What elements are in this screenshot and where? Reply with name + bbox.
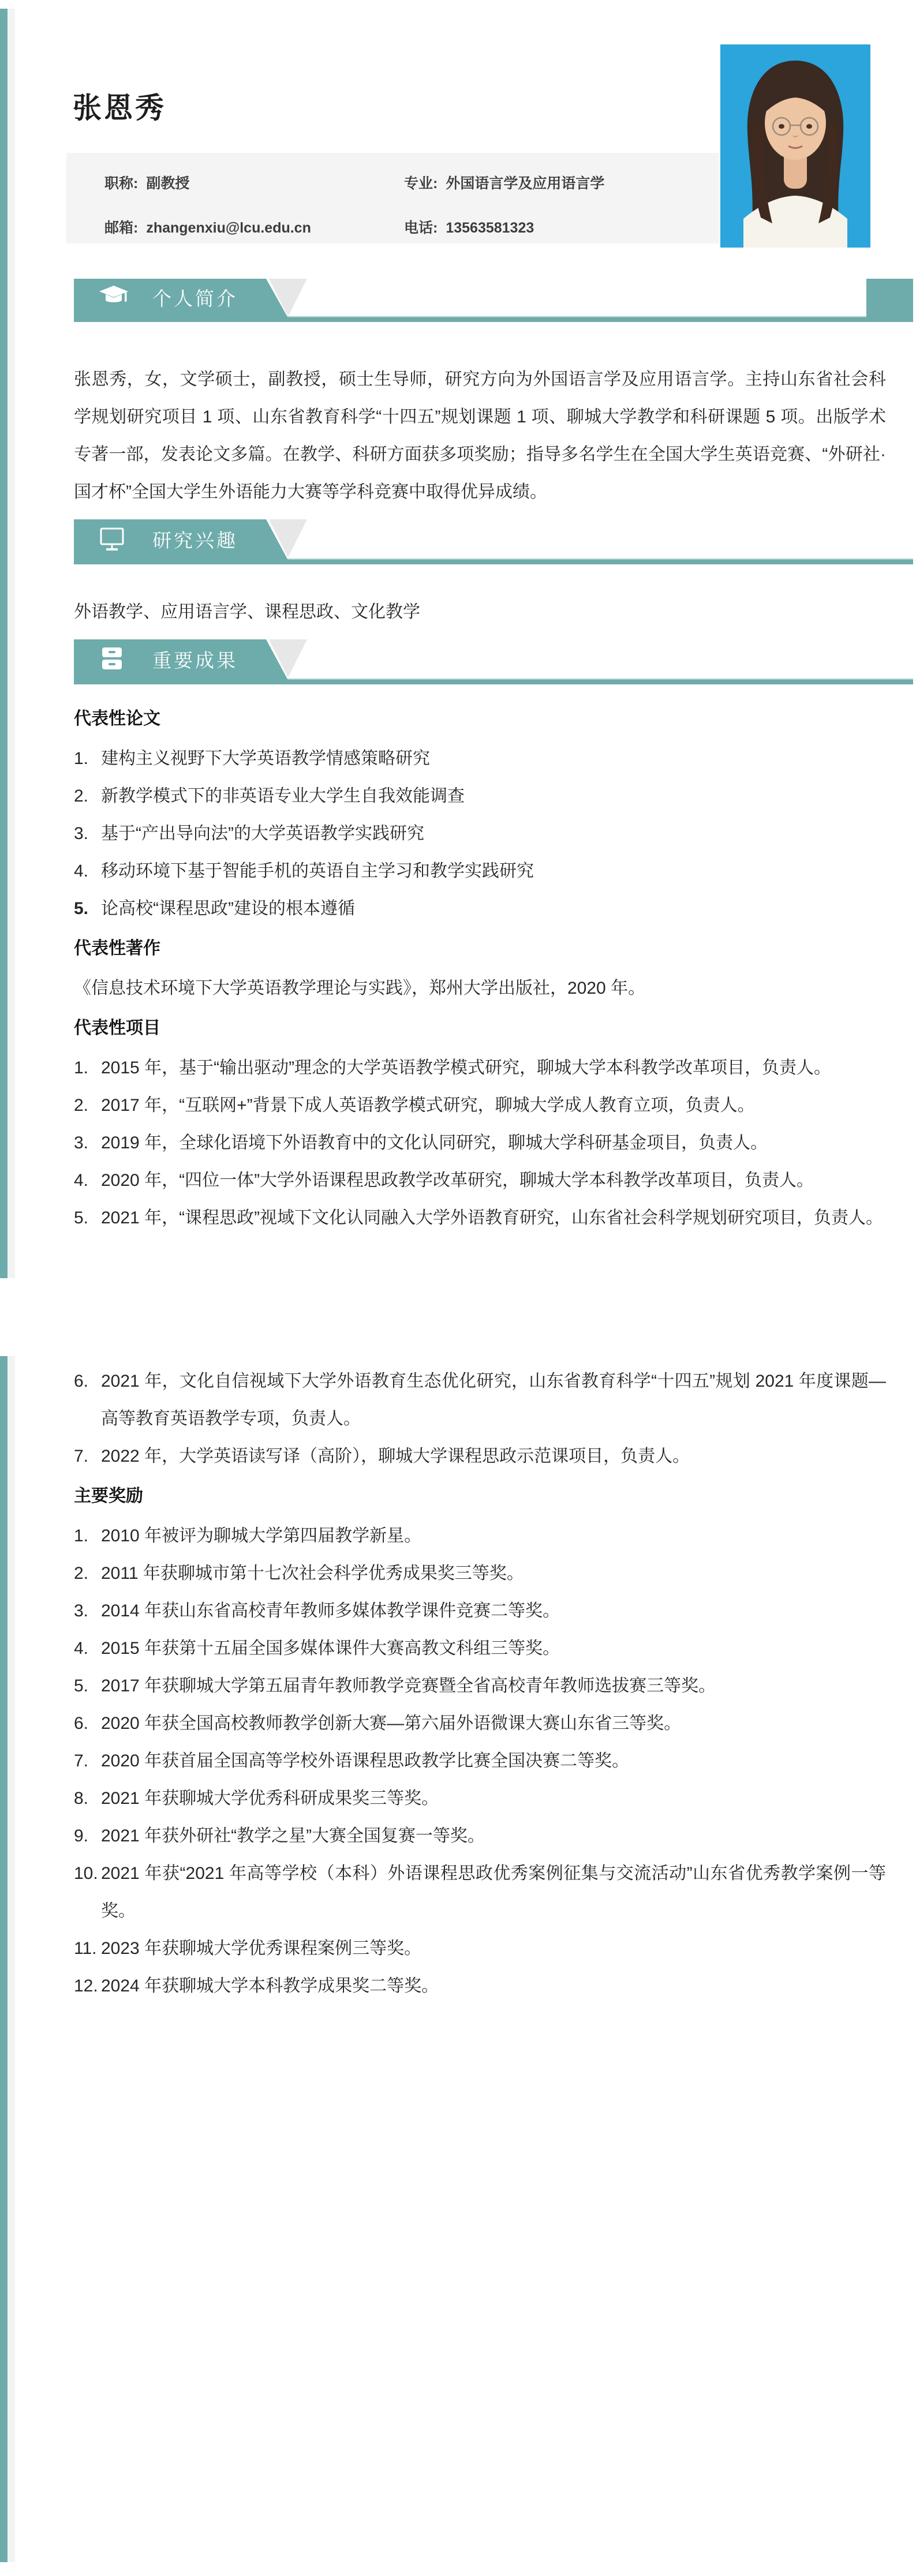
banner-end-cap <box>866 279 913 322</box>
list-item <box>74 1930 886 1967</box>
portrait-photo-image <box>720 44 870 248</box>
list-item-text: 2021 年获外研社“教学之星”大赛全国复赛一等奖。 <box>101 1826 485 1845</box>
phone-field <box>404 216 534 237</box>
email-field <box>104 216 311 237</box>
list-item <box>74 1555 886 1592</box>
book-line <box>74 969 886 1007</box>
list-item-number: 6. <box>74 1372 89 1391</box>
section-banner-profile <box>74 279 913 322</box>
graduation-cap-icon <box>98 279 129 316</box>
major-value: 外国语言学及应用语言学 <box>446 175 605 192</box>
list-item-number: 5. <box>74 899 89 918</box>
books-heading: 代表性著作 <box>74 939 160 958</box>
list-item <box>74 1742 886 1780</box>
left-accent-strip-bottom <box>0 1356 8 2562</box>
section-title: 研究兴趣 <box>152 529 238 551</box>
list-item-text: 2017 年，“互联网+”背景下成人英语教学模式研究，聊城大学成人教育立项，负责人。 <box>101 1096 755 1115</box>
list-item-text: 2014 年获山东省高校青年教师多媒体教学课件竞赛二等奖。 <box>101 1601 560 1620</box>
list-item <box>74 1592 886 1630</box>
monitor-icon <box>98 519 126 559</box>
list-item <box>74 1780 886 1817</box>
list-item-number: 2. <box>74 1096 89 1115</box>
list-item <box>74 740 886 777</box>
list-item-number: 1. <box>74 1526 89 1545</box>
awards-heading: 主要奖励 <box>74 1487 143 1506</box>
left-gray-strip-top <box>8 9 15 1278</box>
title-value: 副教授 <box>146 175 190 192</box>
list-item-text: 2011 年获聊城市第十七次社会科学优秀成果奖三等奖。 <box>101 1564 524 1583</box>
list-item-text: 2020 年获全国高校教师教学创新大赛—第六届外语微课大赛山东省三等奖。 <box>101 1714 682 1733</box>
list-item-number: 5. <box>74 1208 89 1227</box>
list-item-number: 9. <box>74 1826 89 1845</box>
book-entry: 《信息技术环境下大学英语教学理论与实践》，郑州大学出版社，2020 年。 <box>74 979 646 998</box>
list-item-number: 10. <box>74 1864 98 1883</box>
list-item-number: 7. <box>74 1751 89 1770</box>
list-item-number: 2. <box>74 1564 89 1583</box>
list-item-number: 4. <box>74 862 89 881</box>
list-item-text: 2024 年获聊城大学本科教学成果奖二等奖。 <box>101 1976 439 1995</box>
section-title: 重要成果 <box>152 649 238 671</box>
email-label: 邮箱: <box>104 220 139 236</box>
list-item-number: 4. <box>74 1639 89 1658</box>
list-item-number: 8. <box>74 1789 89 1808</box>
list-item-text: 2015 年获第十五届全国多媒体课件大赛高教文科组三等奖。 <box>101 1639 560 1658</box>
archive-icon <box>98 639 126 679</box>
contact-info-box <box>66 153 719 244</box>
list-item <box>74 1437 886 1475</box>
list-item-text: 基于“产出导向法”的大学英语教学实践研究 <box>101 824 424 843</box>
awards-list <box>74 1517 886 2005</box>
list-item-number: 12. <box>74 1976 98 1995</box>
list-item-text: 2017 年获聊城大学第五届青年教师教学竞赛暨全省高校青年教师选拔赛三等奖。 <box>101 1676 716 1695</box>
list-item-number: 3. <box>74 1601 89 1620</box>
list-item-number: 4. <box>74 1171 89 1190</box>
list-item <box>74 1705 886 1742</box>
projects-list-part1 <box>74 1049 886 1237</box>
list-item-text: 2021 年获“2021 年高等学校（本科）外语课程思政优秀案例征集与交流活动”山东省优秀教学案例一等奖。 <box>101 1864 886 1920</box>
major-label: 专业: <box>404 175 438 192</box>
list-item <box>74 1362 886 1437</box>
portrait-photo <box>720 44 870 248</box>
page-title: 张恩秀 <box>73 91 166 124</box>
list-item <box>74 852 886 890</box>
list-item-text: 建构主义视野下大学英语教学情感策略研究 <box>101 749 430 768</box>
list-item <box>74 890 886 927</box>
list-item-text: 2019 年，全球化语境下外语教育中的文化认同研究，聊城大学科研基金项目，负责人。 <box>101 1133 768 1152</box>
section-banner-interests <box>74 519 913 564</box>
research-interests-text: 外语教学、应用语言学、课程思政、文化教学 <box>74 602 420 621</box>
list-item-text: 移动环境下基于智能手机的英语自主学习和教学实践研究 <box>101 862 534 881</box>
list-item-text: 2023 年获聊城大学优秀课程案例三等奖。 <box>101 1939 422 1958</box>
list-item <box>74 1087 886 1124</box>
list-item <box>74 1517 886 1555</box>
list-item <box>74 815 886 852</box>
list-item <box>74 1162 886 1199</box>
list-item-text: 2020 年获首届全国高等学校外语课程思政教学比赛全国决赛二等奖。 <box>101 1751 630 1770</box>
list-item-number: 11. <box>74 1939 97 1958</box>
list-item <box>74 1817 886 1855</box>
list-item-number: 6. <box>74 1714 89 1733</box>
list-item-number: 1. <box>74 749 89 768</box>
profile-intro-paragraph: 张恩秀，女，文学硕士，副教授，硕士生导师，研究方向为外国语言学及应用语言学。主持山东省社会科学规划研究项目 1 项、山东省教育科学“十四五”规划课题 1 项、聊城大学教学和科研课题 5 项。出版学术专著一部，发表论文多篇。在教学、科研方面获多项奖励；指导多名学生在全国大学生英语竞赛、“外研社·国才杯”全国大学生外语能力大赛等学科竞赛中取得优异成绩。 <box>74 370 886 501</box>
list-item <box>74 1630 886 1667</box>
list-item-number: 3. <box>74 1133 89 1152</box>
phone-value: 13563581323 <box>446 220 534 236</box>
list-item-text: 论高校“课程思政”建设的根本遵循 <box>101 899 355 918</box>
list-item <box>74 1124 886 1162</box>
list-item-number: 5. <box>74 1676 89 1695</box>
section-banner-achievements <box>74 639 913 684</box>
projects-heading: 代表性项目 <box>74 1019 160 1038</box>
list-item-text: 2010 年被评为聊城大学第四届教学新星。 <box>101 1526 422 1545</box>
list-item-text: 2021 年，“课程思政”视域下文化认同融入大学外语教育研究，山东省社会科学规划研究项目，负责人。 <box>101 1208 884 1227</box>
list-item-text: 新教学模式下的非英语专业大学生自我效能调查 <box>101 787 465 806</box>
list-item <box>74 1199 886 1237</box>
papers-list <box>74 740 886 927</box>
title-field <box>104 172 189 193</box>
list-item <box>74 777 886 815</box>
list-item-text: 2022 年，大学英语读写译（高阶），聊城大学课程思政示范课项目，负责人。 <box>101 1447 690 1466</box>
list-item-text: 2021 年，文化自信视域下大学外语教育生态优化研究，山东省教育科学“十四五”规划 2021 年度课题—高等教育英语教学专项，负责人。 <box>101 1372 886 1428</box>
achievements-block-a <box>74 700 886 1237</box>
list-item <box>74 1667 886 1705</box>
title-label: 职称: <box>104 175 139 192</box>
list-item <box>74 1855 886 1930</box>
papers-heading: 代表性论文 <box>74 709 160 728</box>
list-item <box>74 1049 886 1087</box>
achievements-block-b <box>74 1362 886 2005</box>
section-title: 个人简介 <box>152 288 238 309</box>
phone-label: 电话: <box>404 220 438 236</box>
major-field <box>404 172 604 193</box>
email-value: zhangenxiu@lcu.edu.cn <box>146 220 311 236</box>
list-item-number: 7. <box>74 1447 89 1466</box>
list-item-number: 2. <box>74 787 89 806</box>
list-item-text: 2020 年，“四位一体”大学外语课程思政教学改革研究，聊城大学本科教学改革项目，负责人。 <box>101 1171 814 1190</box>
list-item-text: 2015 年，基于“输出驱动”理念的大学英语教学模式研究，聊城大学本科教学改革项目，负责人。 <box>101 1058 832 1077</box>
list-item-text: 2021 年获聊城大学优秀科研成果奖三等奖。 <box>101 1789 439 1808</box>
left-gray-strip-bottom <box>8 1356 15 2562</box>
list-item-number: 1. <box>74 1058 89 1077</box>
left-accent-strip-top <box>0 9 8 1278</box>
projects-list-part2 <box>74 1362 886 1475</box>
list-item <box>74 1967 886 2005</box>
list-item-number: 3. <box>74 824 89 843</box>
